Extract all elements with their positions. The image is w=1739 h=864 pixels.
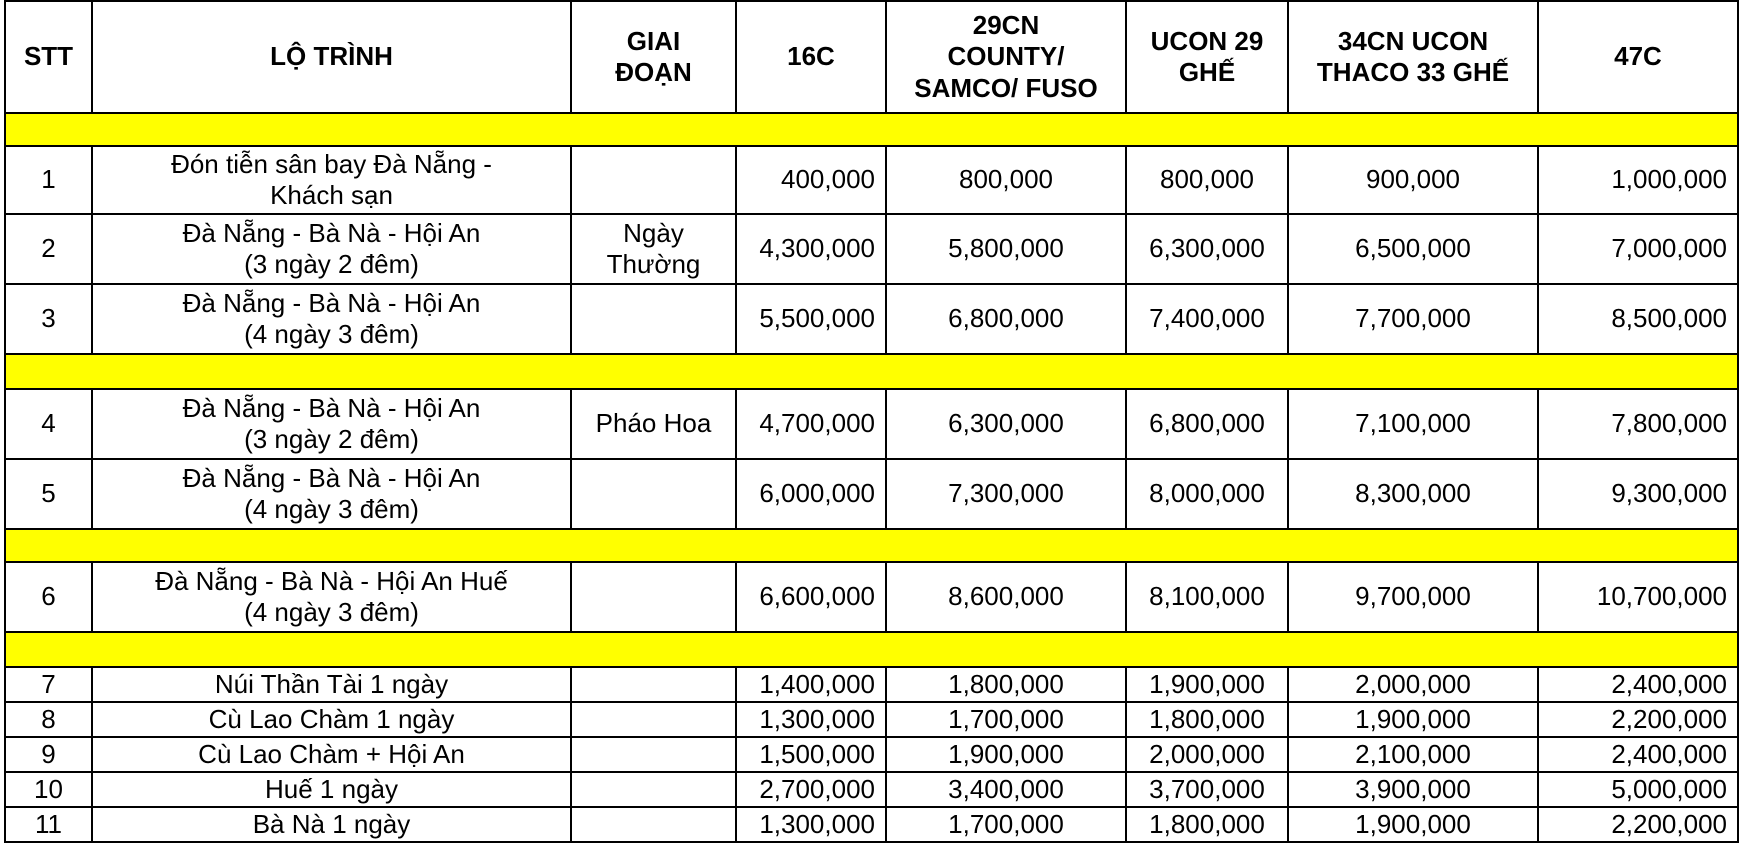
cell-price-34cn: 8,300,000	[1288, 459, 1538, 529]
cell-price-16c: 1,400,000	[736, 667, 886, 702]
cell-route: Đà Nẵng - Bà Nà - Hội An (3 ngày 2 đêm)	[92, 214, 571, 284]
cell-price-47c: 2,200,000	[1538, 702, 1738, 737]
cell-price-16c: 1,300,000	[736, 702, 886, 737]
cell-stt: 11	[5, 807, 92, 842]
header-16c: 16C	[736, 1, 886, 113]
cell-price-29cn: 800,000	[886, 146, 1126, 214]
cell-price-16c: 1,300,000	[736, 807, 886, 842]
table-row	[5, 459, 1738, 529]
cell-stt: 9	[5, 737, 92, 772]
cell-price-47c: 10,700,000	[1538, 562, 1738, 632]
separator-cell	[5, 354, 1738, 389]
cell-price-29cn: 3,400,000	[886, 772, 1126, 807]
table-row	[5, 772, 1738, 807]
cell-price-16c: 6,000,000	[736, 459, 886, 529]
cell-price-29cn: 6,800,000	[886, 284, 1126, 354]
separator-cell	[5, 632, 1738, 667]
header-29cn: 29CN COUNTY/ SAMCO/ FUSO	[886, 1, 1126, 113]
cell-stt: 6	[5, 562, 92, 632]
table-row	[5, 146, 1738, 214]
cell-phase	[571, 459, 736, 529]
table-row	[5, 562, 1738, 632]
cell-price-34cn: 2,000,000	[1288, 667, 1538, 702]
cell-route: Bà Nà 1 ngày	[92, 807, 571, 842]
cell-price-ucon29: 8,000,000	[1126, 459, 1288, 529]
cell-phase	[571, 284, 736, 354]
cell-price-34cn: 2,100,000	[1288, 737, 1538, 772]
cell-price-16c: 4,300,000	[736, 214, 886, 284]
cell-price-16c: 1,500,000	[736, 737, 886, 772]
cell-price-47c: 5,000,000	[1538, 772, 1738, 807]
separator-cell	[5, 529, 1738, 562]
cell-phase	[571, 146, 736, 214]
separator-row	[5, 529, 1738, 562]
cell-price-29cn: 1,900,000	[886, 737, 1126, 772]
cell-price-29cn: 1,700,000	[886, 702, 1126, 737]
cell-price-16c: 6,600,000	[736, 562, 886, 632]
cell-price-34cn: 900,000	[1288, 146, 1538, 214]
cell-price-47c: 8,500,000	[1538, 284, 1738, 354]
cell-stt: 8	[5, 702, 92, 737]
cell-stt: 3	[5, 284, 92, 354]
cell-price-ucon29: 1,800,000	[1126, 702, 1288, 737]
cell-price-34cn: 1,900,000	[1288, 702, 1538, 737]
cell-phase	[571, 562, 736, 632]
cell-price-ucon29: 1,900,000	[1126, 667, 1288, 702]
header-stt: STT	[5, 1, 92, 113]
cell-price-29cn: 6,300,000	[886, 389, 1126, 459]
cell-price-ucon29: 6,300,000	[1126, 214, 1288, 284]
cell-price-ucon29: 3,700,000	[1126, 772, 1288, 807]
table-row	[5, 214, 1738, 284]
cell-route: Đà Nẵng - Bà Nà - Hội An (3 ngày 2 đêm)	[92, 389, 571, 459]
cell-price-ucon29: 8,100,000	[1126, 562, 1288, 632]
cell-stt: 5	[5, 459, 92, 529]
cell-phase	[571, 702, 736, 737]
header-34cn: 34CN UCON THACO 33 GHẾ	[1288, 1, 1538, 113]
cell-price-47c: 2,400,000	[1538, 737, 1738, 772]
cell-phase	[571, 667, 736, 702]
cell-phase	[571, 772, 736, 807]
cell-route: Núi Thần Tài 1 ngày	[92, 667, 571, 702]
separator-row	[5, 113, 1738, 146]
cell-stt: 2	[5, 214, 92, 284]
cell-price-29cn: 1,800,000	[886, 667, 1126, 702]
cell-price-ucon29: 800,000	[1126, 146, 1288, 214]
cell-route: Cù Lao Chàm 1 ngày	[92, 702, 571, 737]
cell-price-47c: 9,300,000	[1538, 459, 1738, 529]
cell-route: Đà Nẵng - Bà Nà - Hội An (4 ngày 3 đêm)	[92, 459, 571, 529]
separator-cell	[5, 113, 1738, 146]
price-table	[4, 0, 1739, 843]
cell-price-ucon29: 2,000,000	[1126, 737, 1288, 772]
cell-price-29cn: 8,600,000	[886, 562, 1126, 632]
separator-row	[5, 354, 1738, 389]
cell-stt: 7	[5, 667, 92, 702]
cell-price-16c: 400,000	[736, 146, 886, 214]
cell-price-34cn: 7,100,000	[1288, 389, 1538, 459]
cell-price-34cn: 9,700,000	[1288, 562, 1538, 632]
header-row	[5, 1, 1738, 113]
cell-price-47c: 2,200,000	[1538, 807, 1738, 842]
cell-route: Cù Lao Chàm + Hội An	[92, 737, 571, 772]
cell-route: Đà Nẵng - Bà Nà - Hội An Huế (4 ngày 3 đêm)	[92, 562, 571, 632]
header-route: LỘ TRÌNH	[92, 1, 571, 113]
cell-stt: 4	[5, 389, 92, 459]
header-47c: 47C	[1538, 1, 1738, 113]
cell-stt: 1	[5, 146, 92, 214]
header-phase: GIAI ĐOẠN	[571, 1, 736, 113]
table-row	[5, 389, 1738, 459]
table-row	[5, 284, 1738, 354]
cell-phase	[571, 737, 736, 772]
cell-price-47c: 1,000,000	[1538, 146, 1738, 214]
cell-price-47c: 7,000,000	[1538, 214, 1738, 284]
cell-price-29cn: 7,300,000	[886, 459, 1126, 529]
cell-price-34cn: 3,900,000	[1288, 772, 1538, 807]
header-ucon29: UCON 29 GHẾ	[1126, 1, 1288, 113]
cell-price-34cn: 7,700,000	[1288, 284, 1538, 354]
table-row	[5, 807, 1738, 842]
cell-route: Đà Nẵng - Bà Nà - Hội An (4 ngày 3 đêm)	[92, 284, 571, 354]
cell-route: Đón tiễn sân bay Đà Nẵng - Khách sạn	[92, 146, 571, 214]
cell-price-47c: 7,800,000	[1538, 389, 1738, 459]
cell-price-29cn: 5,800,000	[886, 214, 1126, 284]
cell-price-ucon29: 6,800,000	[1126, 389, 1288, 459]
separator-row	[5, 632, 1738, 667]
cell-price-16c: 2,700,000	[736, 772, 886, 807]
cell-price-34cn: 1,900,000	[1288, 807, 1538, 842]
cell-price-ucon29: 1,800,000	[1126, 807, 1288, 842]
table-row	[5, 667, 1738, 702]
table-row	[5, 737, 1738, 772]
table-row	[5, 702, 1738, 737]
cell-price-16c: 5,500,000	[736, 284, 886, 354]
cell-price-29cn: 1,700,000	[886, 807, 1126, 842]
cell-stt: 10	[5, 772, 92, 807]
cell-phase: Ngày Thường	[571, 214, 736, 284]
cell-price-ucon29: 7,400,000	[1126, 284, 1288, 354]
cell-price-34cn: 6,500,000	[1288, 214, 1538, 284]
cell-route: Huế 1 ngày	[92, 772, 571, 807]
cell-price-47c: 2,400,000	[1538, 667, 1738, 702]
cell-phase	[571, 807, 736, 842]
cell-phase: Pháo Hoa	[571, 389, 736, 459]
cell-price-16c: 4,700,000	[736, 389, 886, 459]
